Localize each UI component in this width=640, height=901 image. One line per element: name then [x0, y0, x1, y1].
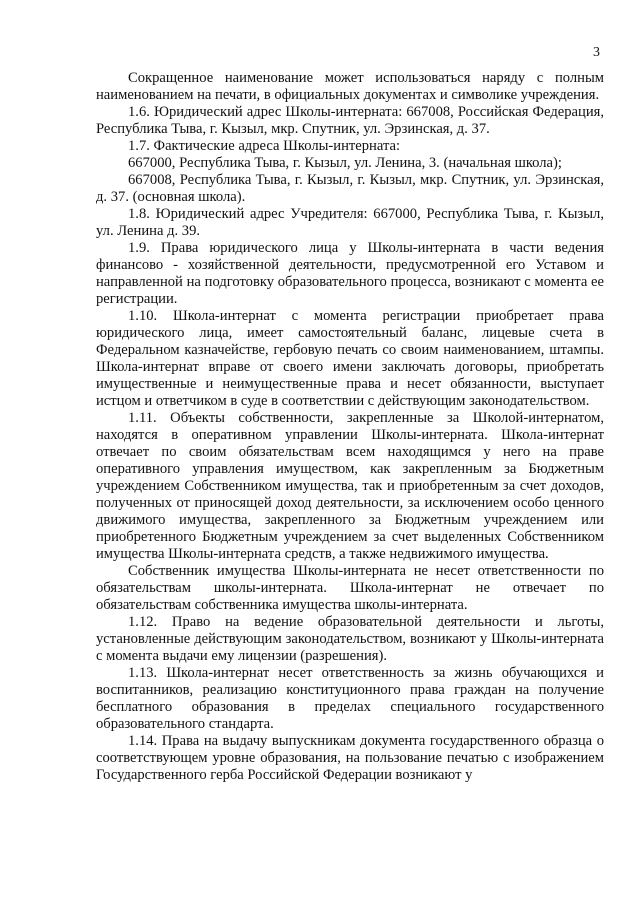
paragraph-1-13: 1.13. Школа-интернат несет ответственность за жизнь обучающихся и воспитанников, реализацию конституционного права граждан на получение бесплатного образования в пределах специального государственного образовательного стандарта. [96, 665, 604, 732]
paragraph-short-name: Сокращенное наименование может использоваться наряду с полным наименованием на печати, в официальных документах и символике учреждения. [96, 70, 604, 103]
paragraph-1-6: 1.6. Юридический адрес Школы-интерната: 667008, Российская Федерация, Республика Тыва, г. Кызыл, мкр. Спутник, ул. Эрзинская, д. 37. [96, 104, 604, 137]
paragraph-1-7: 1.7. Фактические адреса Школы-интерната: [128, 138, 401, 154]
paragraph-1-11: 1.11. Объекты собственности, закрепленные за Школой-интернатом, находятся в оперативном управлении Школы-интерната. Школа-интернат отвечает по своим обязательствам всем находящимся у него на праве оперативного управления имуществом, как закрепленным за Бюджетным учреждением Собственником имущества, так и приобретенным за счет доходов, полученных от приносящей доход деятельности, за исключением особо ценного движимого имущества, закрепленного за Бюджетным учреждением или приобретенного Бюджетным учреждением за счет выделенных Собственником имущества Школы-интерната средств, а также недвижимого имущества. [96, 410, 604, 562]
document-body [96, 70, 604, 784]
paragraph-address-main: 667008, Республика Тыва, г. Кызыл, г. Кызыл, мкр. Спутник, ул. Эрзинская, д. 37. (основная школа). [96, 172, 604, 205]
paragraph-1-8: 1.8. Юридический адрес Учредителя: 667000, Республика Тыва, г. Кызыл, ул. Ленина д. 39. [96, 206, 604, 239]
paragraph-address-primary: 667000, Республика Тыва, г. Кызыл, ул. Ленина, 3. (начальная школа); [128, 155, 562, 171]
page-number: 3 [593, 45, 600, 60]
paragraph-1-9: 1.9. Права юридического лица у Школы-интерната в части ведения финансово - хозяйственной деятельности, предусмотренной его Уставом и направленной на подготовку образовательного процесса, возникают с момента ее регистрации. [96, 240, 604, 307]
paragraph-owner-liability: Собственник имущества Школы-интерната не несет ответственности по обязательствам школы-интерната. Школа-интернат не отвечает по обязательствам собственника имущества школы-интерната. [96, 563, 604, 613]
paragraph-1-10: 1.10. Школа-интернат с момента регистрации приобретает права юридического лица, имеет самостоятельный баланс, лицевые счета в Федеральном казначействе, гербовую печать со своим наименованием, штампы. Школа-интернат вправе от своего имени заключать договоры, приобретать имущественные и неимущественные права и несет обязанности, выступает истцом и ответчиком в суде в соответствии с действующим законодательством. [96, 308, 604, 409]
paragraph-1-12: 1.12. Право на ведение образовательной деятельности и льготы, установленные действующим законодательством, возникают у Школы-интерната с момента выдачи ему лицензии (разрешения). [96, 614, 604, 664]
paragraph-1-14: 1.14. Права на выдачу выпускникам документа государственного образца о соответствующем уровне образования, на пользование печатью с изображением Государственного герба Российской Федерации возникают у [96, 733, 604, 783]
